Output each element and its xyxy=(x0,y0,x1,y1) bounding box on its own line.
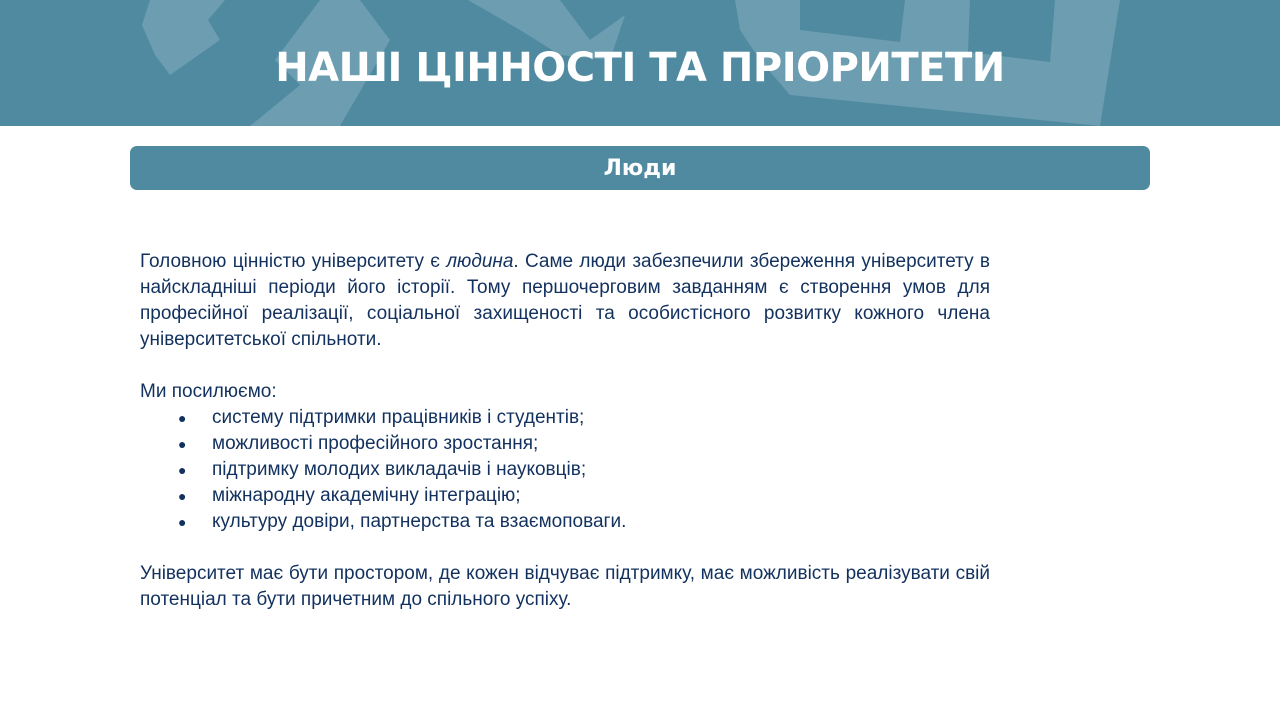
list-item xyxy=(140,431,990,457)
intro-text-end: . Саме люди забезпечили збереження університету в найскладніші періоди його історії. Тому першочерговим завданням є створення умов для професійної реалізації, соціальної захищеності та особистісного розвитку кожного члена університетської спільноти. xyxy=(140,251,990,350)
list-item-text: міжнародну академічну інтеграцію; xyxy=(212,485,521,506)
list-item-text: культуру довіри, партнерства та взаємоповаги. xyxy=(212,511,627,532)
bullet-icon: ● xyxy=(178,436,187,452)
page-title: НАШІ ЦІННОСТІ ТА ПРІОРИТЕТИ xyxy=(275,45,1005,91)
spacer xyxy=(140,535,990,561)
priorities-list xyxy=(140,405,990,535)
bullet-icon: ● xyxy=(178,514,187,530)
list-item xyxy=(140,405,990,431)
list-item-text: можливості професійного зростання; xyxy=(212,433,539,454)
header-banner xyxy=(0,0,1280,126)
bullet-icon: ● xyxy=(178,488,187,504)
closing-paragraph: Університет має бути простором, де кожен відчуває підтримку, має можливість реалізувати свій потенціал та бути причетним до спільного успіху. xyxy=(140,563,990,610)
list-item xyxy=(140,509,990,535)
list-item xyxy=(140,483,990,509)
intro-text-start: Головною цінністю університету є xyxy=(140,251,447,272)
section-heading: Люди xyxy=(130,146,1150,190)
strengthen-lead: Ми посилюємо: xyxy=(140,381,277,402)
spacer xyxy=(140,353,990,379)
intro-emphasis: людина xyxy=(446,251,514,272)
bullet-icon: ● xyxy=(178,410,187,426)
main-content xyxy=(140,249,990,613)
list-item xyxy=(140,457,990,483)
bullet-icon: ● xyxy=(178,462,187,478)
intro-paragraph xyxy=(140,249,990,353)
list-item-text: систему підтримки працівників і студентів; xyxy=(212,407,585,428)
list-item-text: підтримку молодих викладачів і науковців; xyxy=(212,459,587,480)
